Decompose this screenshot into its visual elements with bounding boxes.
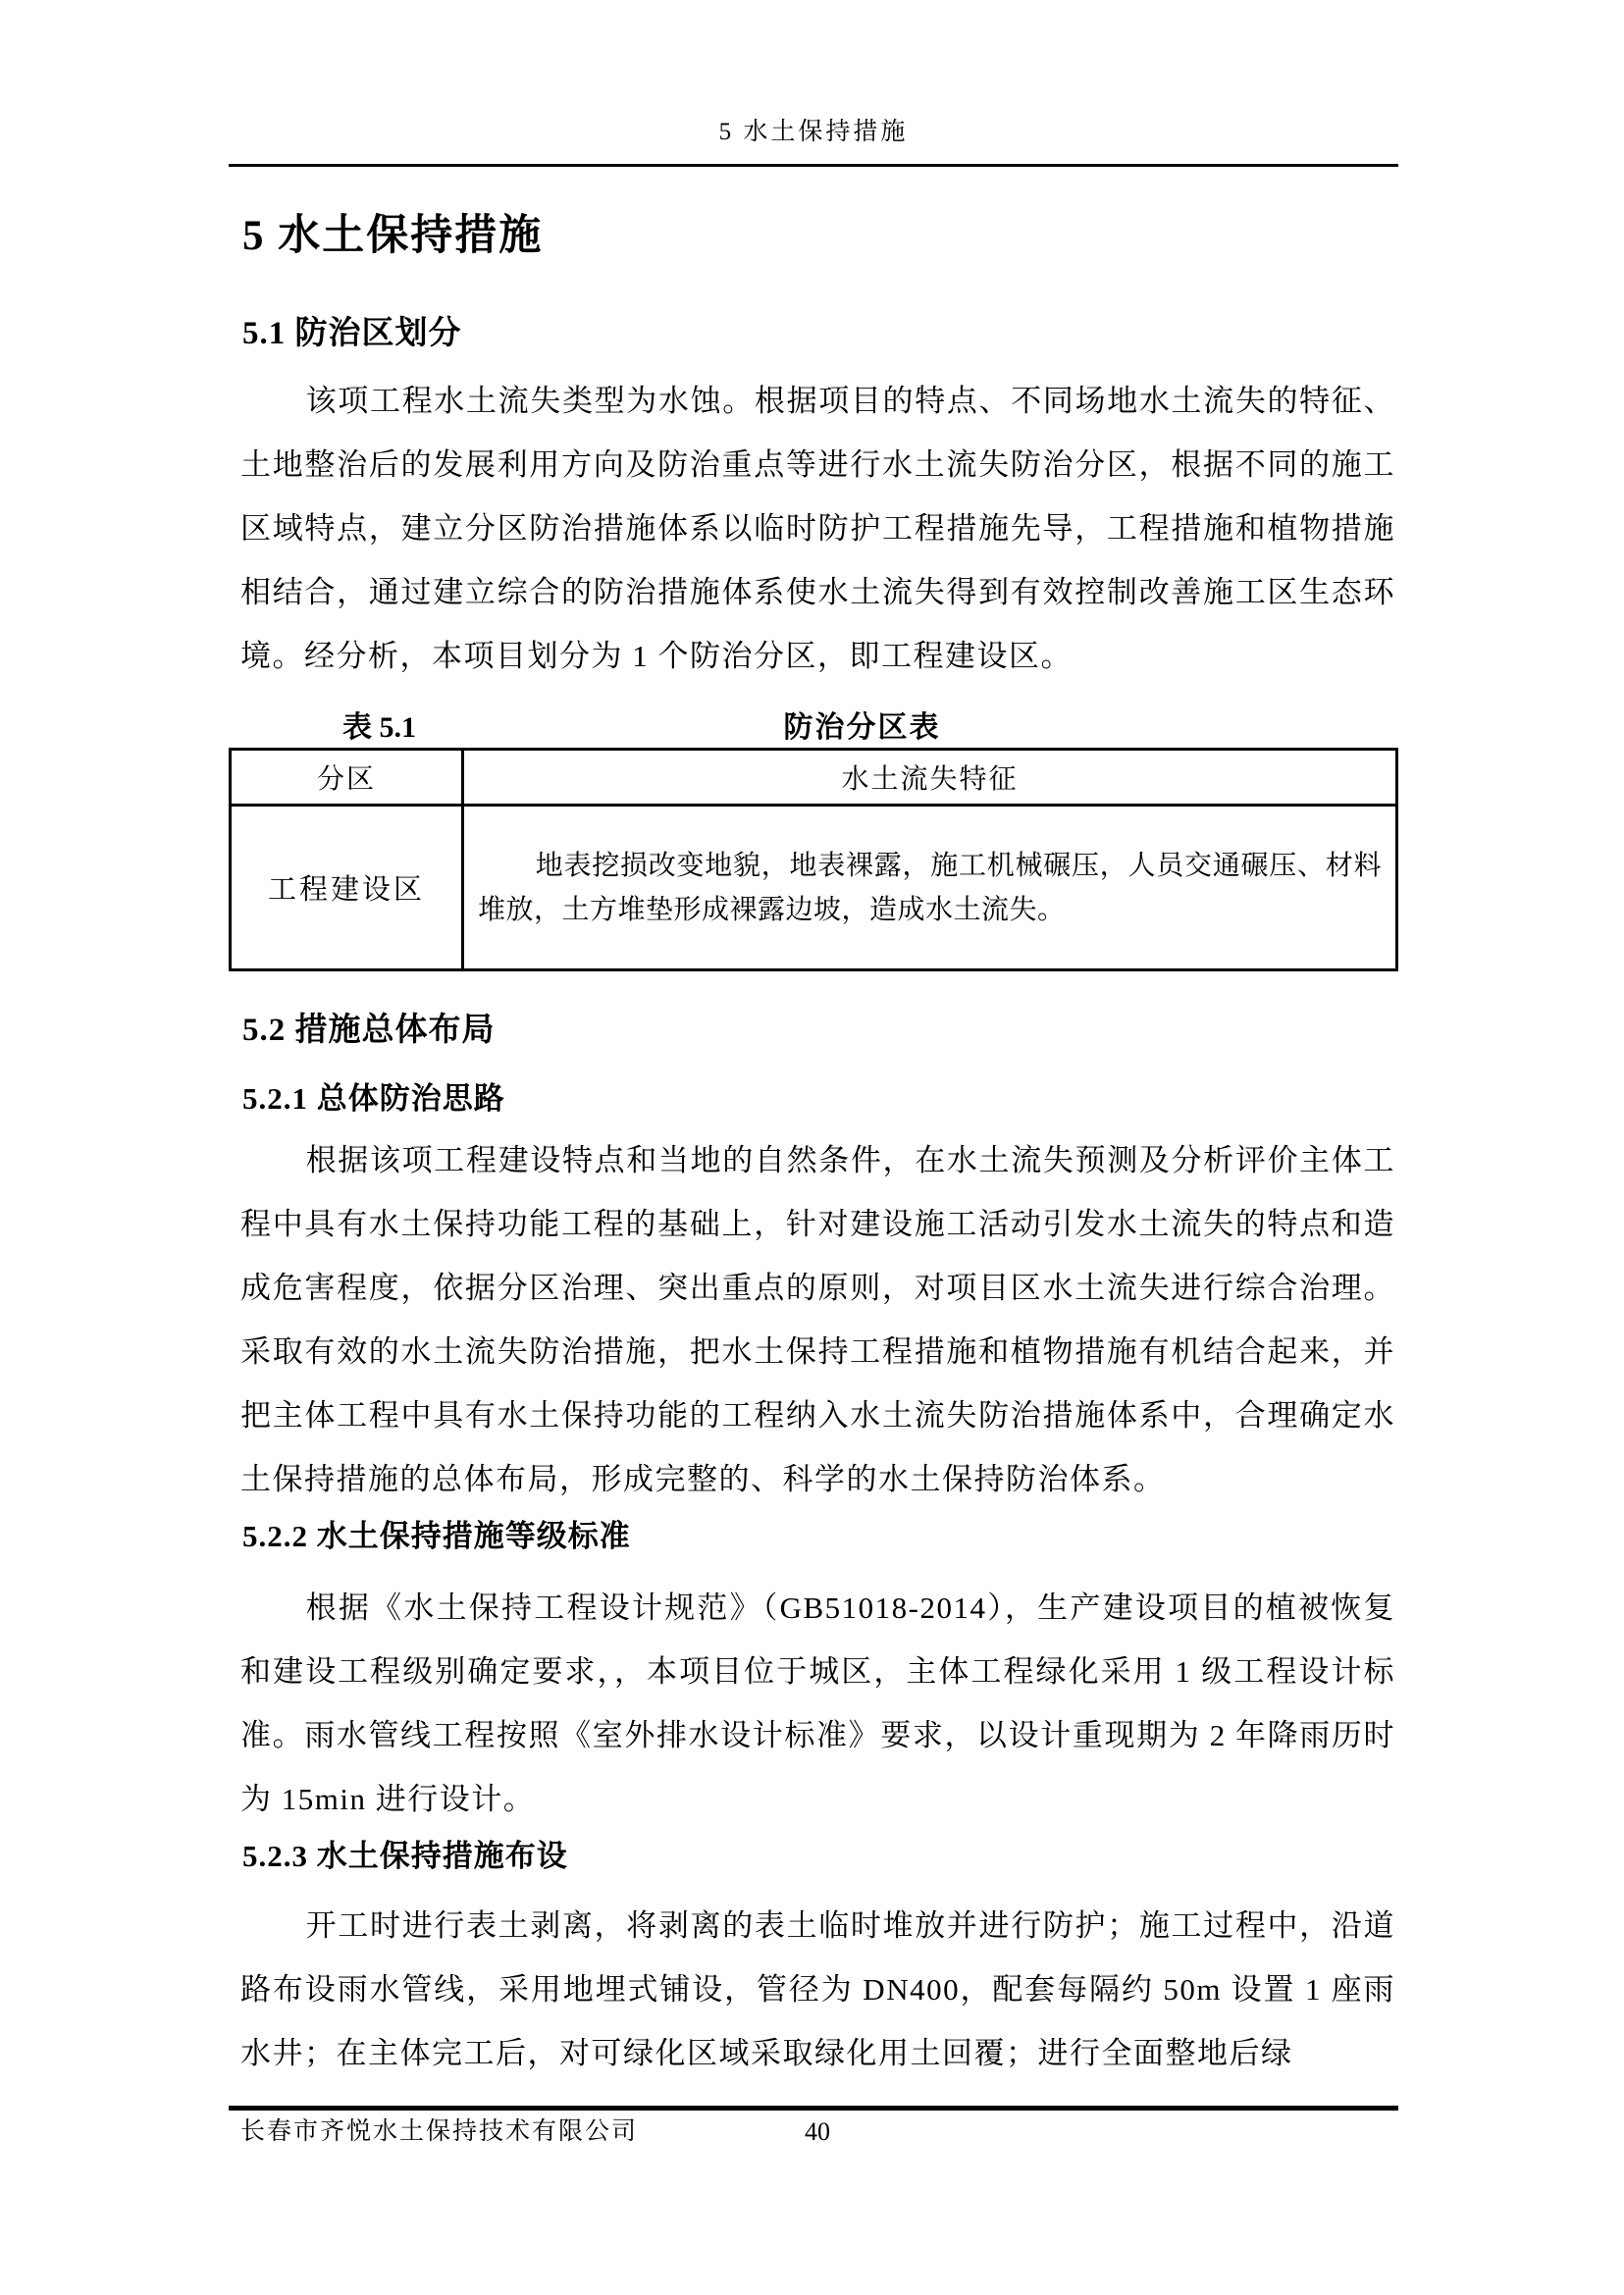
chapter-heading: 5 水土保持措施 [242,213,544,259]
running-header-title: 5 水土保持措施 [718,119,909,145]
table-caption [240,708,1395,748]
section-5-1-paragraph: 该项工程水土流失类型为水蚀。根据项目的特点、不同场地水土流失的特征、土地整治后的发展利用方向及防治重点等进行水土流失防治分区，根据不同的施工区域特点，建立分区防治措施体系以临时防护工程措施先导，工程措施和植物措施相结合，通过建立综合的防治措施体系使水土流失得到有效控制改善施工区生态环境。经分析，本项目划分为 1 个防治分区，即工程建设区。 [240,384,1395,673]
section-5-2-2-heading: 5.2.2 水土保持措施等级标准 [242,1519,631,1553]
table-row [231,806,1397,970]
feature-header-cell: 水土流失特征 [463,750,1397,806]
section-5-2-3-heading: 5.2.3 水土保持措施布设 [242,1839,568,1873]
table-caption-label: 表 5.1 [342,711,416,744]
feature-cell: 地表挖损改变地貌，地表裸露，施工机械碾压，人员交通碾压、材料堆放，土方堆垫形成裸露边坡，造成水土流失。 [463,806,1397,970]
section-5-2-2-paragraph: 根据《水土保持工程设计规范》（GB51018-2014），生产建设项目的植被恢复和建设工程级别确定要求，，本项目位于城区，主体工程绿化采用 1 级工程设计标准。雨水管线工程按照《室外排水设计标准》要求，以设计重现期为 2 年降雨历时为 15min 进行设计。 [240,1591,1395,1816]
footer-rule [229,2106,1398,2111]
footer-company: 长春市齐悦水土保持技术有限公司 [240,2118,639,2145]
section-5-2-1-paragraph: 根据该项工程建设特点和当地的自然条件，在水土流失预测及分析评价主体工程中具有水土保持功能工程的基础上，针对建设施工活动引发水土流失的特点和造成危害程度，依据分区治理、突出重点的原则，对项目区水土流失进行综合治理。采取有效的水土流失防治措施，把水土保持工程措施和植物措施有机结合起来，并把主体工程中具有水土保持功能的工程纳入水土流失防治措施体系中，合理确定水土保持措施的总体布局，形成完整的、科学的水土保持防治体系。 [240,1143,1395,1496]
table-header-row [231,750,1397,806]
section-5-2-1-heading: 5.2.1 总体防治思路 [242,1081,505,1116]
header-rule [229,164,1398,167]
zone-cell: 工程建设区 [231,806,463,970]
zone-header-cell: 分区 [231,750,463,806]
section-5-2-3-paragraph: 开工时进行表土剥离，将剥离的表土临时堆放并进行防护；施工过程中，沿道路布设雨水管线，采用地埋式铺设，管径为 DN400，配套每隔约 50m 设置 1 座雨水井；在主体完工后，对可绿化区域采取绿化用土回覆；进行全面整地后绿 [240,1908,1395,2070]
section-5-2-heading: 5.2 措施总体布局 [242,1013,496,1048]
table-caption-title: 防治分区表 [783,711,941,744]
footer-page-number: 40 [805,2117,830,2146]
prevention-zoning-table [229,748,1398,971]
section-5-1-heading: 5.1 防治区划分 [242,316,462,351]
